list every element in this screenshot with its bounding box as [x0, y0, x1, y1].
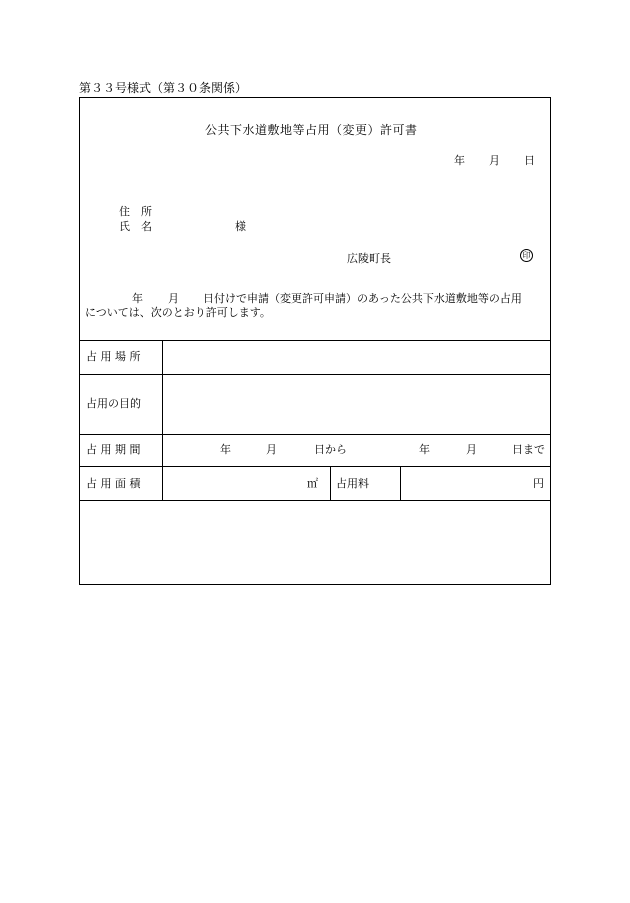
body-text-line-2: については、次のとおり許可します。 [85, 306, 271, 319]
period-end-day: 日まで [512, 443, 545, 456]
document-title: 公共下水道敷地等占用（変更）許可書 [205, 123, 418, 137]
date-year: 年 [454, 154, 465, 167]
honorific: 様 [235, 220, 246, 233]
body-month: 月 [168, 292, 179, 305]
location-label: 占 用 場 所 [86, 350, 141, 363]
fee-label-divider [400, 466, 401, 500]
table-top-rule [80, 340, 550, 341]
row-rule-2 [80, 434, 550, 435]
period-label: 占 用 期 間 [86, 443, 141, 456]
period-start-month: 月 [266, 443, 277, 456]
body-text-line-1: 日付けで申請（変更許可申請）のあった公共下水道敷地等の占用 [203, 292, 522, 305]
period-start-year: 年 [220, 443, 231, 456]
name-label: 氏 名 [119, 220, 152, 233]
body-year: 年 [132, 292, 143, 305]
period-start-day: 日から [314, 443, 347, 456]
date-day: 日 [524, 154, 535, 167]
fee-label: 占用料 [336, 477, 369, 490]
date-month: 月 [489, 154, 500, 167]
permit-form-frame [79, 97, 551, 585]
row-rule-3 [80, 466, 550, 467]
period-end-year: 年 [419, 443, 430, 456]
row-rule-1 [80, 374, 550, 375]
fee-unit: 円 [533, 477, 544, 490]
purpose-label: 占用の目的 [86, 397, 141, 410]
area-unit: ㎡ [307, 477, 318, 490]
form-number: 第３３号様式（第３０条関係） [79, 81, 248, 95]
seal-icon: 印 [520, 249, 533, 262]
row-rule-4 [80, 500, 550, 501]
issuer-name: 広陵町長 [347, 252, 391, 265]
label-column-divider [162, 340, 163, 500]
address-label: 住 所 [119, 205, 152, 218]
area-label: 占 用 面 積 [86, 477, 141, 490]
period-end-month: 月 [466, 443, 477, 456]
area-fee-divider [330, 466, 331, 500]
